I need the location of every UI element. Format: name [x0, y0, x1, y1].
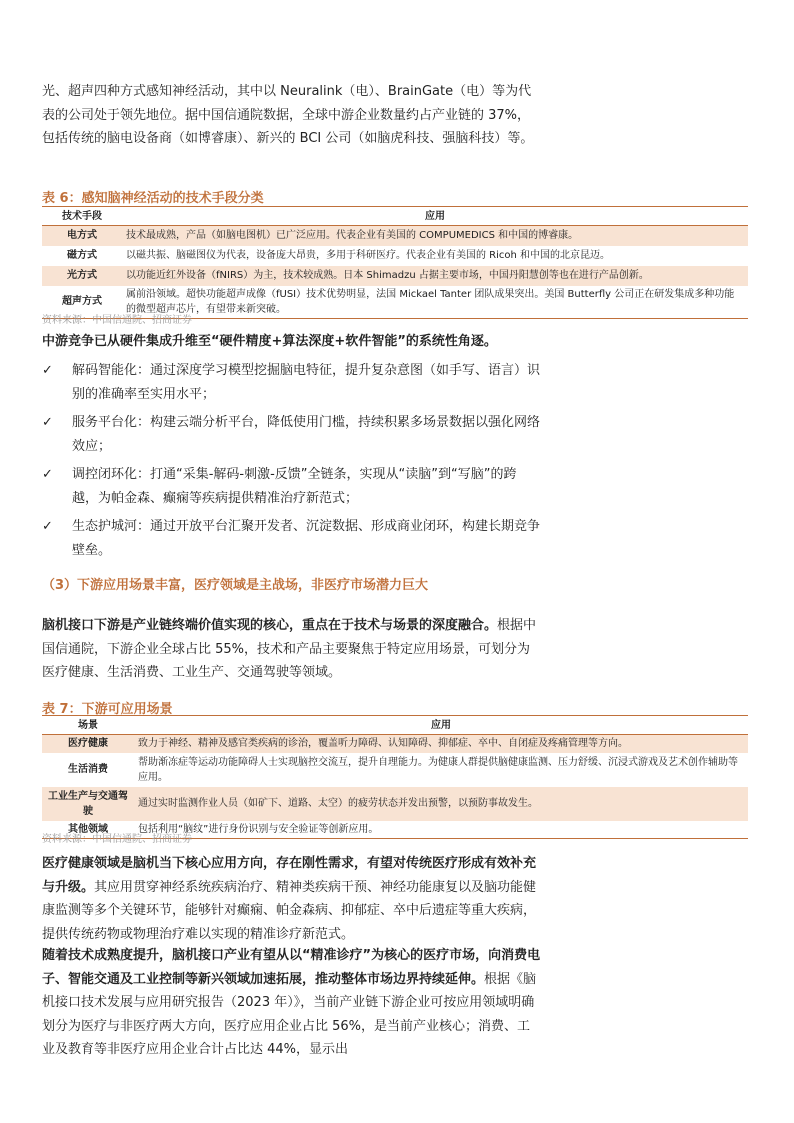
- list-item: [42, 515, 542, 562]
- table6-cell-method: 电方式: [42, 226, 122, 246]
- table-row: [42, 787, 748, 821]
- table6-cell-application: 以功能近红外设备（fNIRS）为主，技术较成熟。日本 Shimadzu 占据主要市场，中国丹阳慧创等也在进行产品创新。: [122, 266, 748, 286]
- medical-body: 其应用贯穿神经系统疾病治疗、精神类疾病干预、神经功能康复以及脑功能健康监测等多个关键环节，能够针对癫痫、帕金森病、抑郁症、卒中后遗症等重大疾病，提供传统药物或物理治疗难以实现的精准诊疗新范式。: [42, 879, 537, 942]
- bullet-text: 生态护城河：通过开放平台汇聚开发者、沉淀数据、形成商业闭环，构建长期竞争壁垒。: [72, 519, 541, 558]
- table-row: [42, 226, 748, 246]
- list-item: [42, 359, 542, 406]
- table7-header-scene: 场景: [78, 719, 98, 731]
- list-item: [42, 411, 542, 458]
- table7-header-row: [42, 716, 748, 735]
- section3-body: 根据中国信通院，下游企业全球占比 55%，技术和产品主要聚焦于特定应用场景，可划分为医疗健康、生活消费、工业生产、交通驾驶等领域。: [42, 618, 537, 680]
- table7-cell-application: 通过实时监测作业人员（如矿下、道路、太空）的疲劳状态并发出预警，以预防事故发生。: [134, 787, 748, 821]
- table7-cell-application: 帮助渐冻症等运动功能障碍人士实现脑控交流互，提升自理能力。为健康人群提供脑健康监测、压力舒缓、沉浸式游戏及艺术创作辅助等应用。: [138, 756, 738, 783]
- table7-cell-application: 致力于神经、精神及感官类疾病的诊治，覆盖听力障碍、认知障碍、抑郁症、卒中、自闭症及疼痛管理等方向。: [134, 735, 748, 753]
- table7-cell-scene: 其他领域: [68, 823, 108, 835]
- table7: [42, 715, 748, 839]
- check-icon: ✓: [42, 363, 53, 378]
- medical-paragraph: [42, 852, 542, 946]
- bullet-text: 解码智能化：通过深度学习模型挖掘脑电特征，提升复杂意图（如手写、语言）识别的准确率至实用水平；: [72, 363, 541, 402]
- expansion-body: 根据《脑机接口技术发展与应用研究报告（2023 年）》，当前产业链下游企业可按应用领域明确划分为医疗与非医疗两大方向，医疗应用企业占比 56%，是当前产业核心；消费、工业及教育等非医疗应用企业合计占比达 44%，显示出: [42, 971, 537, 1057]
- table6-header-row: [42, 207, 748, 226]
- expansion-lead: 随着技术成熟度提升，脑机接口产业有望从以“精准诊疗”为核心的医疗市场，向消费电子、智能交通及工业控制等新兴领域加速拓展，推动整体市场边界持续延伸。: [42, 948, 541, 987]
- table6-caption: 表 6：感知脑神经活动的技术手段分类: [42, 191, 264, 206]
- table7-header-application: 应用: [431, 719, 451, 731]
- table6: [42, 206, 748, 319]
- table7-cell-application: 包括利用“脑纹”进行身份识别与安全验证等创新应用。: [138, 823, 379, 835]
- list-item: [42, 463, 542, 510]
- table6-cell-application: 以磁共振、脑磁图仪为代表，设备庞大昂贵，多用于科研医疗。代表企业有美国的 Ricoh 和中国的北京昆迈。: [126, 250, 611, 261]
- check-icon: ✓: [42, 415, 53, 430]
- table7-source: 资料来源：中国信通院、招商证券: [42, 834, 192, 845]
- bullet-text: 服务平台化：构建云端分析平台，降低使用门槛，持续积累多场景数据以强化网络效应；: [72, 415, 541, 454]
- table6-cell-application: 属前沿领域。超快功能超声成像（fUSI）技术优势明显，法国 Mickael Tanter 团队成果突出。美国 Butterfly 公司正在研发集成多种功能的微型超声芯片，有望带来新突破。: [126, 288, 735, 315]
- table-row: [42, 735, 748, 753]
- table-row: [42, 246, 748, 266]
- check-icon: ✓: [42, 519, 53, 534]
- table6-header-method: 技术手段: [62, 210, 102, 222]
- medical-lead: 医疗健康领域是脑机当下核心应用方向，存在刚性需求，有望对传统医疗形成有效补充与升级。: [42, 856, 537, 895]
- table7-cell-scene: 医疗健康: [42, 735, 134, 753]
- table7-cell-scene: 生活消费: [68, 764, 108, 775]
- check-icon: ✓: [42, 467, 53, 482]
- table6-source: 资料来源：中国信通院、招商证券: [42, 315, 192, 326]
- midstream-bullet-list: [42, 359, 542, 567]
- table-row: [42, 753, 748, 787]
- intro-paragraph: 光、超声四种方式感知神经活动，其中以 Neuralink（电）、BrainGate（电）等为代表的公司处于领先地位。据中国信通院数据，全球中游企业数量约占产业链的 37%，包括传统的脑电设备商（如博睿康）、新兴的 BCI 公司（如脑虎科技、强脑科技）等。: [42, 84, 534, 146]
- table7-caption: 表 7：下游可应用场景: [42, 702, 173, 717]
- bullet-text: 调控闭环化：打通“采集-解码-刺激-反馈”全链条，实现从“读脑”到“写脑”的跨越，为帕金森、癫痫等疾病提供精准治疗新范式；: [72, 467, 517, 506]
- table6-cell-method: 磁方式: [67, 250, 97, 261]
- table6-cell-application: 技术最成熟，产品（如脑电图机）已广泛应用。代表企业有美国的 COMPUMEDICS 和中国的博睿康。: [122, 226, 748, 246]
- midstream-headline: 中游竞争已从硬件集成升维至“硬件精度+算法深度+软件智能”的系统性角逐。: [42, 334, 497, 349]
- table6-header-application: 应用: [425, 210, 445, 222]
- table7-cell-scene: 工业生产与交通驾驶: [42, 787, 134, 821]
- section3-lead: 脑机接口下游是产业链终端价值实现的核心，重点在于技术与场景的深度融合。: [42, 618, 498, 633]
- section3-title: （3）下游应用场景丰富，医疗领域是主战场，非医疗市场潜力巨大: [42, 578, 429, 593]
- section3-paragraph: [42, 614, 542, 685]
- table-row: [42, 266, 748, 286]
- expansion-paragraph: [42, 944, 542, 1062]
- table6-cell-method: 超声方式: [62, 296, 102, 307]
- table6-cell-method: 光方式: [42, 266, 122, 286]
